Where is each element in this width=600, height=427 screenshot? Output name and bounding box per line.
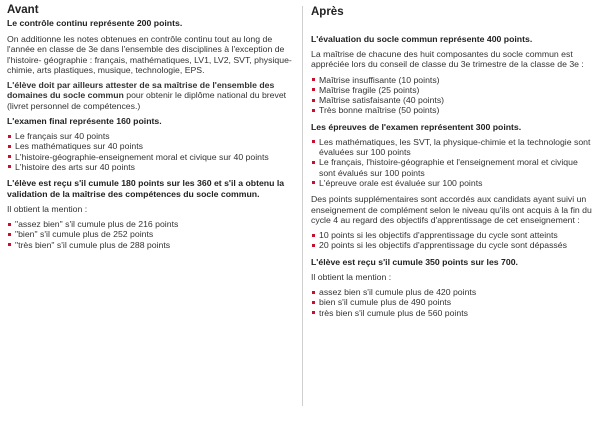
apres-exam-list xyxy=(311,137,594,188)
apres-mention-intro: Il obtient la mention : xyxy=(311,271,392,282)
avant-mention-list xyxy=(7,219,295,250)
column-divider xyxy=(302,6,303,406)
list-item: Maîtrise fragile (25 points) xyxy=(311,85,594,95)
avant-socle-rest: pour obtenir le diplôme national du brevet (livret personnel de compétences.) xyxy=(7,90,287,111)
apres-socle-title: L'évaluation du socle commun représente 400 points. xyxy=(311,33,533,44)
avant-socle-bold: L'élève doit par ailleurs attester de sa maîtrise de l'ensemble des domaines du socle commun xyxy=(7,80,275,101)
list-item: Le français sur 40 points xyxy=(7,131,295,141)
apres-exam-title: Les épreuves de l'examen représentent 300 points. xyxy=(311,121,522,132)
apres-levels-list xyxy=(311,75,594,116)
avant-exam-title: L'examen final représente 160 points. xyxy=(7,115,162,126)
list-item: "bien" s'il cumule plus de 252 points xyxy=(7,229,295,239)
list-item: "assez bien" s'il cumule plus de 216 points xyxy=(7,219,295,229)
list-item: L'histoire des arts sur 40 points xyxy=(7,162,295,172)
apres-socle-paragraph: La maîtrise de chacune des huit composantes du socle commun est appréciée lors du conseil de classe du 3e trimestre de la classe de 3e : xyxy=(311,49,584,70)
avant-paragraph-socle xyxy=(7,80,295,111)
list-item: Très bonne maîtrise (50 points) xyxy=(311,105,594,115)
list-item: assez bien s'il cumule plus de 420 points xyxy=(311,287,594,297)
list-item: L'épreuve orale est évaluée sur 100 points xyxy=(311,178,594,188)
list-item: Maîtrise satisfaisante (40 points) xyxy=(311,95,594,105)
column-avant xyxy=(7,4,295,256)
list-item: Maîtrise insuffisante (10 points) xyxy=(311,75,594,85)
apres-success: L'élève est reçu s'il cumule 350 points sur les 700. xyxy=(311,256,518,267)
list-item: Les mathématiques sur 40 points xyxy=(7,141,295,151)
list-item: bien s'il cumule plus de 490 points xyxy=(311,297,594,307)
list-item: Le français, l'histoire-géographie et l'enseignement moral et civique sont évalués sur 100 points xyxy=(311,157,594,178)
list-item: 10 points si les objectifs d'apprentissage du cycle sont atteints xyxy=(311,230,594,240)
list-item: 20 points si les objectifs d'apprentissage du cycle sont dépassés xyxy=(311,240,594,250)
avant-success: L'élève est reçu s'il cumule 180 points sur les 360 et s'il a obtenu la validation de la maîtrise des compétences du socle commun. xyxy=(7,178,285,199)
avant-mention-intro: Il obtient la mention : xyxy=(7,203,88,214)
list-item: très bien s'il cumule plus de 560 points xyxy=(311,308,594,318)
list-item: "très bien" s'il cumule plus de 288 points xyxy=(7,240,295,250)
avant-title: Avant xyxy=(7,4,39,16)
apres-extra-list xyxy=(311,230,594,251)
avant-subtitle: Le contrôle continu représente 200 points. xyxy=(7,17,183,28)
avant-paragraph-controle: On additionne les notes obtenues en contrôle continu tout au long de l'année en classe de 3e dans l'ensemble des disciplines à l'exception de l'histoire- géographie : français, mathématiques, LV1, LV2, SVT, physique-chimie, arts plastiques, musique, technologie, EPS. xyxy=(7,34,292,75)
avant-exam-list xyxy=(7,131,295,172)
list-item: Les mathématiques, les SVT, la physique-chimie et la technologie sont évaluées sur 100 points xyxy=(311,137,594,158)
apres-mention-list xyxy=(311,287,594,318)
column-apres xyxy=(311,4,594,324)
list-item: L'histoire-géographie-enseignement moral et civique sur 40 points xyxy=(7,152,295,162)
apres-extra-paragraph: Des points supplémentaires sont accordés aux candidats ayant suivi un enseignement de complément selon le niveau qu'ils ont acquis à la fin du cycle 4 au regard des objectifs d'apprentissage de cet enseignement : xyxy=(311,194,592,225)
apres-title: Après xyxy=(311,6,344,18)
